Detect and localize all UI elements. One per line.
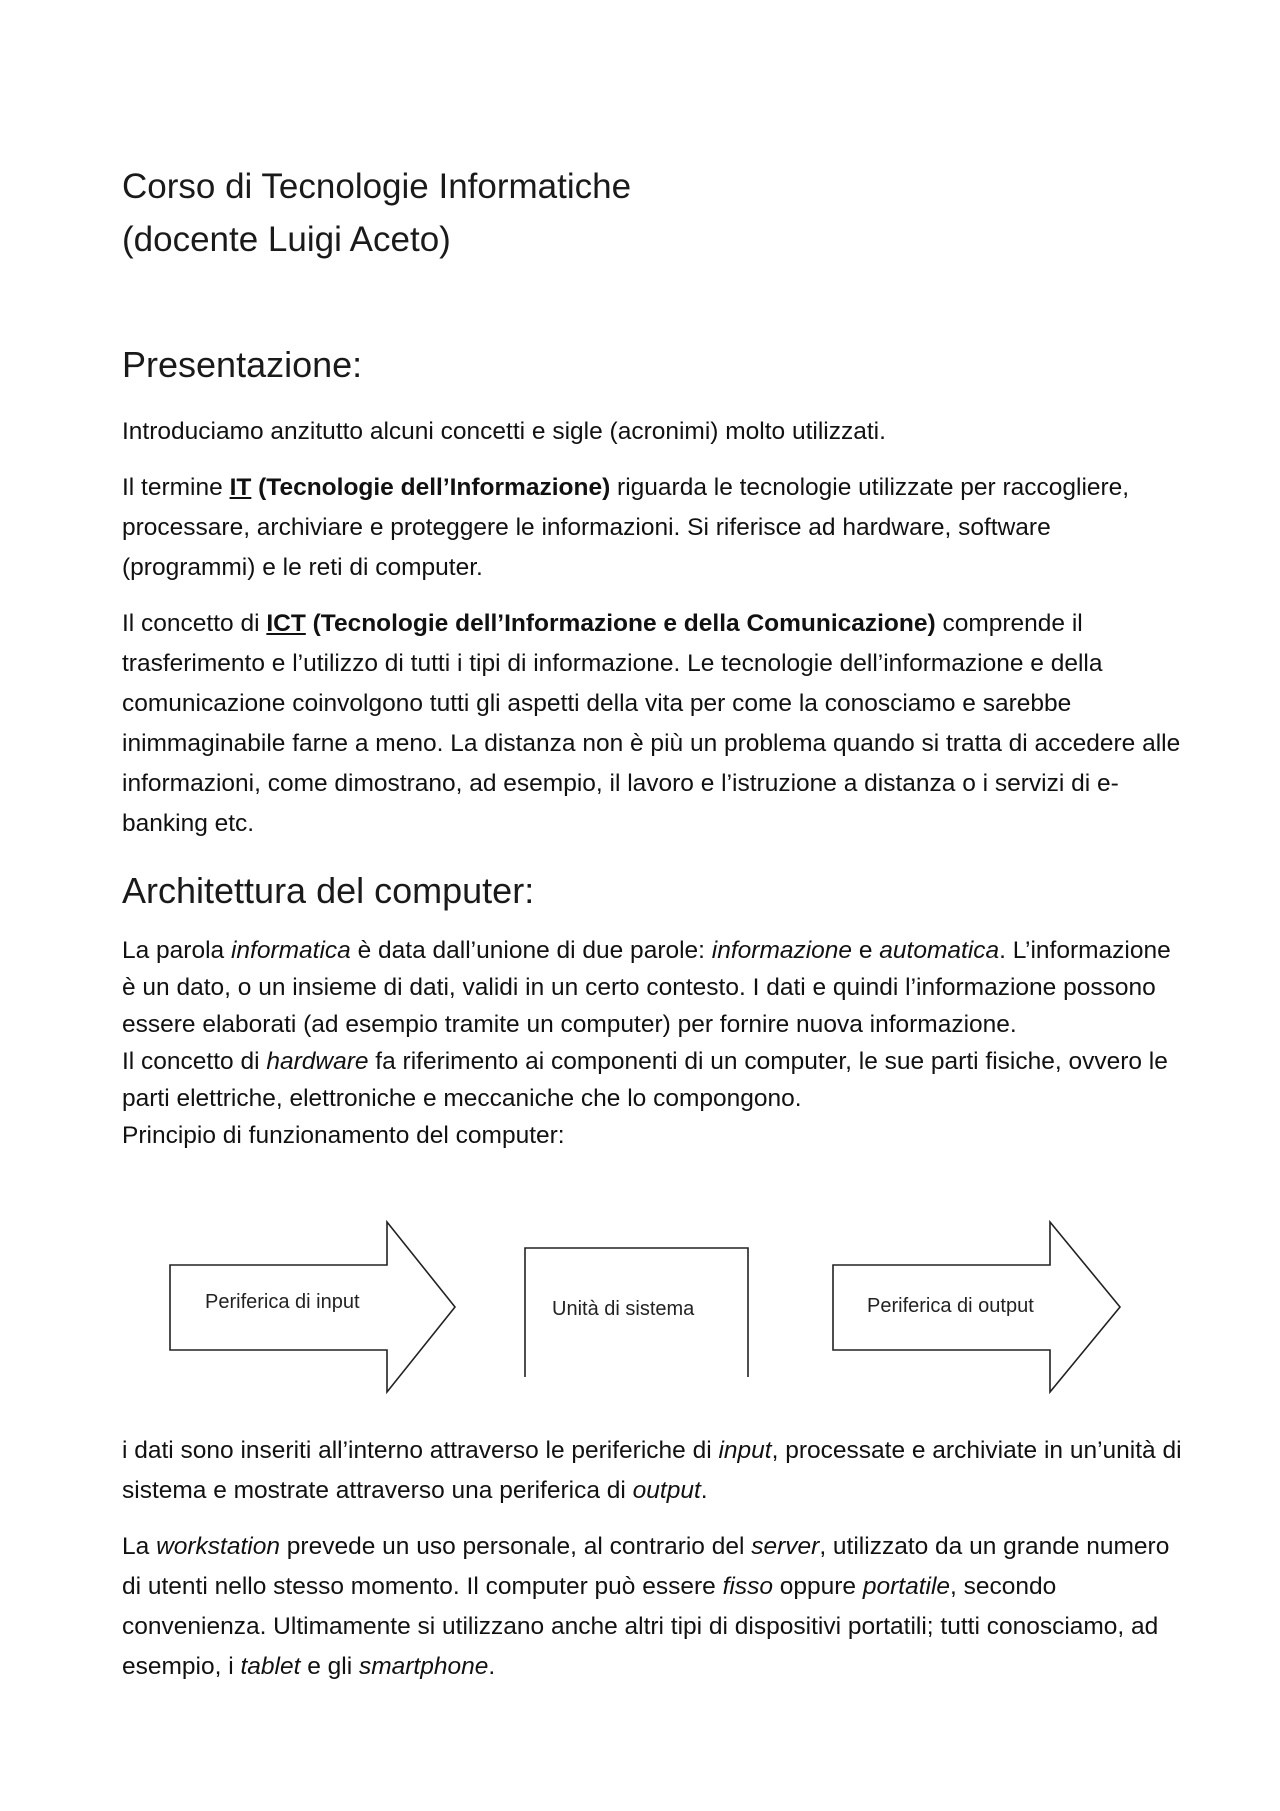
diagram-svg	[165, 1220, 1145, 1400]
paragraph-ict-text-1: Il concetto di	[122, 610, 267, 637]
term-automatica: automatica	[879, 937, 1000, 964]
document-title	[122, 160, 1182, 266]
acronym-ict-expansion: (Tecnologie dell’Informazione e della Comunicazione)	[305, 610, 936, 637]
paragraph-workstation-text-6: e gli	[300, 1653, 359, 1680]
paragraph-intro: Introduciamo anzitutto alcuni concetti e sigle (acronimi) molto utilizzati.	[122, 418, 886, 445]
term-fisso: fisso	[722, 1573, 773, 1600]
acronym-ict: ICT	[266, 610, 306, 637]
term-workstation: workstation	[156, 1533, 280, 1560]
input-arrow-label: Periferica di input	[205, 1291, 360, 1313]
paragraph-it	[122, 468, 1182, 588]
term-output: output	[632, 1477, 701, 1504]
paragraph-informatica-text-2: è data dall’unione di due parole:	[350, 937, 712, 964]
term-server: server	[751, 1533, 820, 1560]
paragraph-workstation-text-5: , secondo convenienza. Ultimamente si utilizzano anche altri tipi di dispositivi portatili; tutti conosciamo, ad esempio, i	[122, 1573, 1159, 1680]
paragraph-informatica-text-1: La parola	[122, 937, 231, 964]
paragraph-it-text-1: Il termine	[122, 474, 230, 501]
heading-architettura: Architettura del computer:	[122, 870, 535, 911]
term-input: input	[718, 1437, 772, 1464]
document-body	[122, 160, 1182, 1154]
term-hardware: hardware	[266, 1048, 369, 1075]
paragraph-hardware-text-1: Il concetto di	[122, 1048, 267, 1075]
paragraph-workstation-text-2: prevede un uso personale, al contrario del	[279, 1533, 752, 1560]
term-informazione: informazione	[711, 937, 853, 964]
paragraph-workstation-text-4: oppure	[772, 1573, 863, 1600]
computer-principle-diagram	[165, 1220, 1145, 1400]
term-informatica: informatica	[230, 937, 351, 964]
paragraph-dati	[122, 1431, 1182, 1511]
paragraph-workstation-text-7: .	[488, 1653, 496, 1680]
paragraph-hardware-text-2: fa riferimento ai componenti di un computer, le sue parti fisiche, ovvero le parti elettriche, elettroniche e meccaniche che lo compongono.	[122, 1048, 1168, 1112]
paragraph-ict	[122, 604, 1182, 844]
term-smartphone: smartphone	[358, 1653, 489, 1680]
system-unit-label: Unità di sistema	[552, 1298, 695, 1320]
acronym-it-expansion: (Tecnologie dell’Informazione)	[251, 474, 611, 501]
paragraph-it-text-2: riguarda le tecnologie utilizzate per raccogliere, processare, archiviare e proteggere le informazioni. Si riferisce ad hardware, software (programmi) e le reti di computer.	[122, 474, 1130, 581]
paragraph-principio: Principio di funzionamento del computer:	[122, 1122, 565, 1149]
paragraph-dati-text-1: i dati sono inseriti all’interno attraverso le periferiche di	[122, 1437, 719, 1464]
title-line-2: (docente Luigi Aceto)	[122, 220, 451, 259]
term-portatile: portatile	[862, 1573, 951, 1600]
heading-presentazione: Presentazione:	[122, 344, 363, 385]
acronym-it: IT	[229, 474, 252, 501]
paragraph-workstation	[122, 1527, 1182, 1687]
output-arrow-label: Periferica di output	[867, 1295, 1034, 1317]
title-line-1: Corso di Tecnologie Informatiche	[122, 167, 632, 206]
paragraph-dati-text-3: .	[700, 1477, 708, 1504]
paragraph-hardware	[122, 1043, 1182, 1117]
document-body-continued	[122, 1431, 1182, 1687]
paragraph-informatica	[122, 932, 1182, 1043]
paragraph-ict-text-2: comprende il trasferimento e l’utilizzo di tutti i tipi di informazione. Le tecnologie dell’informazione e della comunicazione coinvolgono tutti gli aspetti della vita per come la conosciamo e sarebbe inimmaginabile farne a meno. La distanza non è più un problema quando si tratta di accedere alle informazioni, come dimostrano, ad esempio, il lavoro e l’istruzione a distanza o i servizi di e-banking etc.	[122, 610, 1181, 837]
paragraph-informatica-text-3: e	[852, 937, 880, 964]
paragraph-workstation-text-3: , utilizzato da un grande numero di utenti nello stesso momento. Il computer può essere	[122, 1533, 1170, 1600]
paragraph-workstation-text-1: La	[122, 1533, 157, 1560]
paragraph-dati-text-2: , processate e archiviate in un’unità di sistema e mostrate attraverso una periferica di	[122, 1437, 1182, 1504]
term-tablet: tablet	[240, 1653, 301, 1680]
paragraph-informatica-text-4: . L’informazione è un dato, o un insieme di dati, validi in un certo contesto. I dati e quindi l’informazione possono essere elaborati (ad esempio tramite un computer) per fornire nuova informazione.	[122, 937, 1171, 1038]
